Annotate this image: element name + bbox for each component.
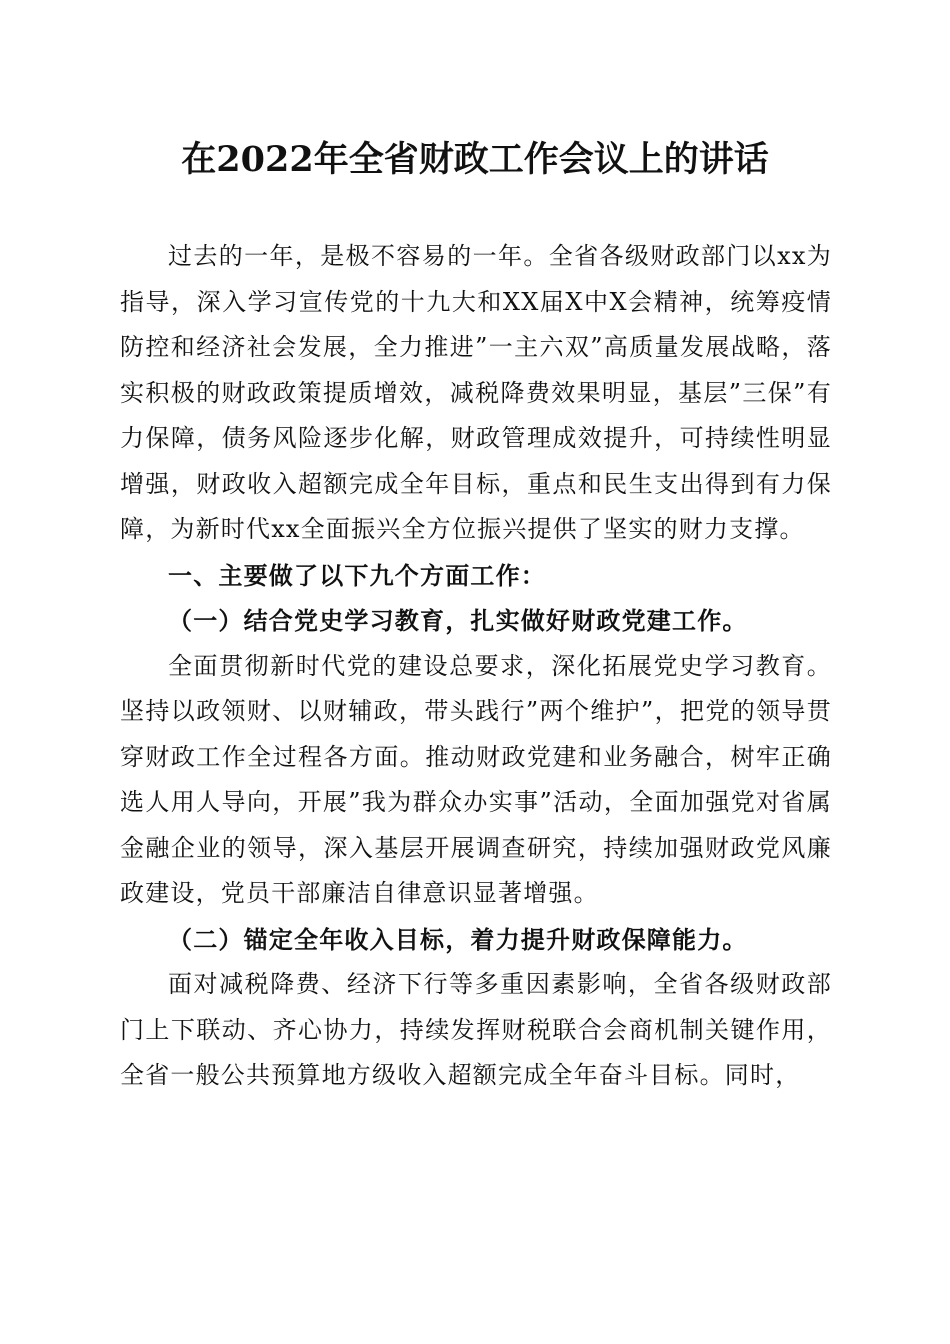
document-title: 在2022年全省财政工作会议上的讲话	[181, 139, 769, 180]
body-paragraph-revenue-target: 面对减税降费、经济下行等多重因素影响，全省各级财政部门上下联动、齐心协力，持续发挥财税联合会商机制关键作用，全省一般公共预算地方级收入超额完成全年奋斗目标。同时，	[120, 970, 832, 1089]
body-paragraph-intro: 过去的一年，是极不容易的一年。全省各级财政部门以xx为指导，深入学习宣传党的十九大和XX届X中X会精神，统筹疫情防控和经济社会发展，全力推进”一主六双”高质量发展战略，落实积极的财政政策提质增效，减税降费效果明显，基层”三保”有力保障，债务风险逐步化解，财政管理成效提升，可持续性明显增强，财政收入超额完成全年目标，重点和民生支出得到有力保障，为新时代xx全面振兴全方位振兴提供了坚实的财力支撑。	[120, 242, 832, 543]
body-paragraph-party-building: 全面贯彻新时代党的建设总要求，深化拓展党史学习教育。坚持以政领财、以财辅政，带头践行”两个维护”，把党的领导贯穿财政工作全过程各方面。推动财政党建和业务融合，树牢正确选人用人导向，开展”我为群众办实事”活动，全面加强党对省属金融企业的领导，深入基层开展调查研究，持续加强财政党风廉政建设，党员干部廉洁自律意识显著增强。	[120, 651, 832, 907]
document-body	[120, 234, 832, 1099]
section-heading-main-work: 一、主要做了以下九个方面工作：	[168, 560, 546, 590]
subsection-heading-party-building: （一）结合党史学习教育，扎实做好财政党建工作。	[168, 606, 748, 635]
subsection-heading-revenue-target: （二）锚定全年收入目标，着力提升财政保障能力。	[168, 924, 748, 954]
